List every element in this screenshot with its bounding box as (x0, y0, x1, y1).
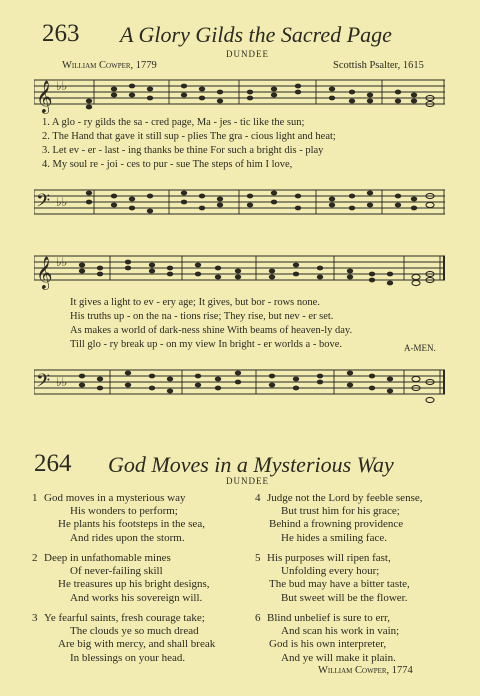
svg-text:𝄞: 𝄞 (36, 258, 53, 289)
verse-2 (32, 552, 210, 605)
verse-line: And works his sovereign will. (70, 591, 203, 604)
verse-number: 3 (32, 612, 38, 624)
treble-staff-2 (34, 252, 446, 294)
verse-line: Unfolding every hour; (281, 565, 380, 578)
lyric-line: 4. My soul re - joi - ces to pur - sue The steps of him I love, (42, 159, 293, 170)
verse-line: But sweet will be the flower. (281, 591, 408, 604)
tune-name: DUNDEE (226, 476, 269, 486)
lyric-line: 1. A glo - ry gilds the sa - cred page, Ma - jes - tic like the sun; (42, 117, 305, 128)
verse-line: God is his own interpreter, (269, 638, 387, 651)
author-credit: William Cowper, 1774 (318, 665, 413, 676)
svg-text:𝄞: 𝄞 (36, 82, 53, 113)
amen-label: A-MEN. (404, 343, 436, 353)
lyric-line: It gives a light to ev - ery age; It gives, but bor - rows none. (70, 297, 320, 308)
verse-line: He plants his footsteps in the sea, (58, 518, 205, 531)
verse-line: Blind unbelief is sure to err, (267, 612, 390, 624)
verse-line: In blessings on your head. (70, 651, 186, 664)
lyric-line: 3. Let ev - er - last - ing thanks be thine For such a bright dis - play (42, 145, 324, 156)
svg-text:♭♭: ♭♭ (56, 79, 68, 93)
verse-number: 4 (255, 492, 261, 504)
verse-number: 5 (255, 552, 261, 564)
bass-staff-1 (34, 186, 446, 222)
verse-line: He hides a smiling face. (281, 531, 387, 544)
hymn-title: A Glory Gilds the Sacred Page (120, 22, 392, 47)
verse-line: Judge not the Lord by feeble sense, (267, 492, 423, 504)
verse-6 (255, 612, 399, 665)
verse-line: Ye fearful saints, fresh courage take; (44, 612, 205, 624)
verse-5 (255, 552, 410, 605)
verse-1 (32, 492, 205, 545)
treble-staff-1 (34, 76, 446, 120)
svg-text:♭♭: ♭♭ (56, 195, 68, 209)
bass-staff-2 (34, 366, 446, 412)
verse-line: The clouds ye so much dread (70, 625, 199, 638)
hymn-number: 264 (34, 450, 72, 477)
verse-3 (32, 612, 215, 665)
tune-name: DUNDEE (226, 49, 269, 59)
verse-line: Are big with mercy, and shall break (58, 638, 216, 651)
hymn-number: 263 (42, 20, 80, 47)
verse-line: He treasures up his bright designs, (58, 578, 210, 591)
lyric-line: As makes a world of dark-ness shine With beams of heaven-ly day. (70, 325, 353, 336)
verse-number: 6 (255, 612, 261, 624)
verse-number: 1 (32, 492, 38, 504)
verse-line: His wonders to perform; (70, 505, 178, 518)
verse-line: His purposes will ripen fast, (267, 552, 391, 564)
lyric-line: 2. The Hand that gave it still sup - plies The gra - cious light and heat; (42, 131, 336, 142)
svg-text:𝄢: 𝄢 (36, 190, 51, 215)
verse-line: Behind a frowning providence (269, 518, 404, 531)
verse-line: But trust him for his grace; (281, 505, 400, 518)
lyric-line: Till glo - ry break up - on my view In bright - er worlds a - bove. (70, 339, 342, 350)
svg-text:♭♭: ♭♭ (56, 375, 68, 389)
author-credit: William Cowper, 1779 (62, 60, 157, 71)
verse-4 (255, 492, 422, 545)
verse-number: 2 (32, 552, 38, 564)
svg-text:𝄢: 𝄢 (36, 370, 51, 395)
verse-line: God moves in a mysterious way (44, 492, 186, 504)
hymn-title: God Moves in a Mysterious Way (108, 452, 394, 477)
verse-line: And ye will make it plain. (281, 651, 396, 664)
tune-source: Scottish Psalter, 1615 (333, 60, 424, 71)
svg-text:♭♭: ♭♭ (56, 255, 68, 269)
verse-line: Of never-failing skill (70, 565, 163, 578)
verse-line: Deep in unfathomable mines (44, 552, 171, 564)
verse-line: The bud may have a bitter taste, (269, 578, 410, 591)
lyric-line: His truths up - on the na - tions rise; They rise, but nev - er set. (70, 311, 334, 322)
verse-line: And scan his work in vain; (281, 625, 400, 638)
verse-line: And rides upon the storm. (70, 531, 185, 544)
